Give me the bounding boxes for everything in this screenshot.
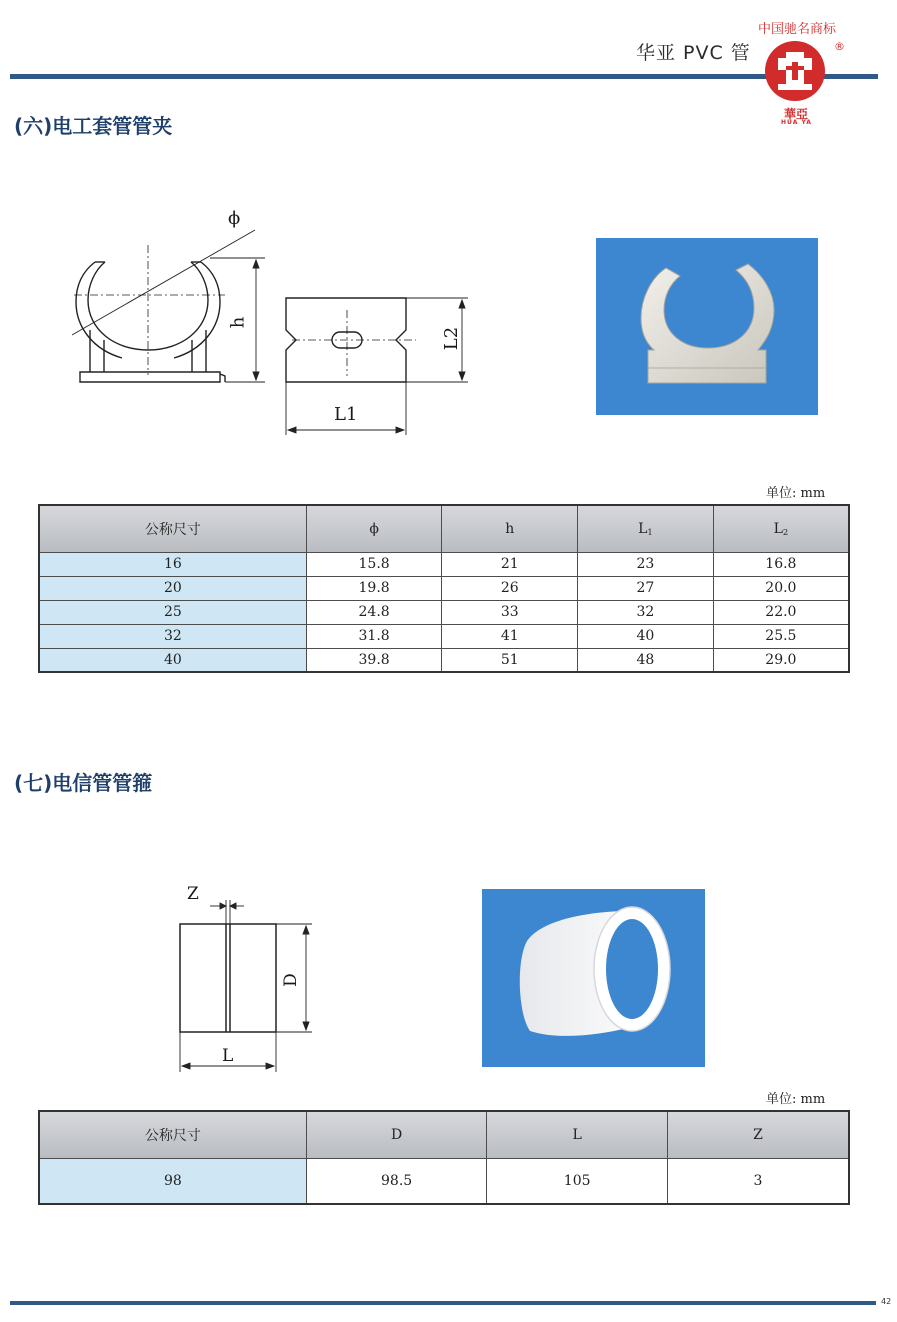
table-cell: 33 bbox=[442, 600, 578, 624]
table-cell: 29.0 bbox=[713, 648, 849, 672]
header-divider bbox=[10, 74, 878, 79]
pipe-coupling-image-icon bbox=[482, 889, 705, 1067]
table-cell: 25.5 bbox=[713, 624, 849, 648]
table-row bbox=[39, 576, 849, 600]
l-label: L bbox=[222, 1046, 234, 1066]
table-cell: 98.5 bbox=[306, 1158, 487, 1204]
pipe-coupling-photo bbox=[482, 889, 705, 1067]
table-cell: 40 bbox=[578, 624, 714, 648]
table-cell: 16.8 bbox=[713, 552, 849, 576]
logo-chinese-text: 華亞 bbox=[784, 107, 809, 121]
header-l1 bbox=[578, 505, 714, 552]
section-7-unit: 单位: mm bbox=[766, 1092, 826, 1107]
table-cell: 51 bbox=[442, 648, 578, 672]
l1-label: L1 bbox=[334, 404, 358, 425]
header-h: h bbox=[442, 505, 578, 552]
header-l: L bbox=[487, 1111, 668, 1158]
header-z: Z bbox=[667, 1111, 849, 1158]
table-row bbox=[39, 600, 849, 624]
table-cell: 26 bbox=[442, 576, 578, 600]
table-cell: 23 bbox=[578, 552, 714, 576]
table-header-row bbox=[39, 505, 849, 552]
table-cell: 98 bbox=[39, 1158, 306, 1204]
table-cell: 15.8 bbox=[306, 552, 442, 576]
header-l2-sub: 2 bbox=[782, 526, 789, 537]
table-cell: 39.8 bbox=[306, 648, 442, 672]
huaya-logo-icon bbox=[764, 40, 826, 102]
table-cell: 32 bbox=[39, 624, 306, 648]
pipe-clip-photo bbox=[596, 238, 818, 415]
header-nominal-size: 公称尺寸 bbox=[39, 505, 306, 552]
h-label: h bbox=[227, 316, 249, 329]
table-row bbox=[39, 1158, 849, 1204]
section-7-title: (七)电信管管箍 bbox=[14, 771, 153, 795]
pipe-clip-image-icon bbox=[596, 238, 818, 415]
table-cell: 48 bbox=[578, 648, 714, 672]
header-l1-text: L bbox=[638, 520, 648, 537]
brand-title: 华亚 PVC 管 bbox=[636, 42, 751, 64]
header-phi: ϕ bbox=[306, 505, 442, 552]
registered-mark: ® bbox=[834, 40, 845, 53]
table-cell: 3 bbox=[667, 1158, 849, 1204]
table-cell: 32 bbox=[578, 600, 714, 624]
pipe-clip-spec-table bbox=[38, 504, 850, 673]
table-cell: 27 bbox=[578, 576, 714, 600]
header-l2 bbox=[713, 505, 849, 552]
table-cell: 31.8 bbox=[306, 624, 442, 648]
header-l2-text: L bbox=[773, 520, 783, 537]
phi-label: ϕ bbox=[228, 208, 241, 229]
pipe-clip-front-drawing bbox=[60, 200, 280, 390]
logo-english-text: HUA YA bbox=[781, 119, 812, 126]
l2-label: L2 bbox=[441, 326, 463, 351]
z-label: Z bbox=[187, 884, 199, 904]
table-cell: 22.0 bbox=[713, 600, 849, 624]
header-nominal-size: 公称尺寸 bbox=[39, 1111, 306, 1158]
section-6-unit: 单位: mm bbox=[766, 486, 826, 501]
table-cell: 16 bbox=[39, 552, 306, 576]
table-cell: 19.8 bbox=[306, 576, 442, 600]
section-6-title: (六)电工套管管夹 bbox=[14, 114, 173, 138]
table-header-row bbox=[39, 1111, 849, 1158]
header-l1-sub: 1 bbox=[647, 526, 653, 537]
table-cell: 25 bbox=[39, 600, 306, 624]
table-row bbox=[39, 552, 849, 576]
table-row bbox=[39, 648, 849, 672]
footer-divider bbox=[10, 1301, 876, 1305]
pipe-clip-side-drawing bbox=[276, 290, 476, 440]
table-cell: 24.8 bbox=[306, 600, 442, 624]
table-cell: 105 bbox=[487, 1158, 668, 1204]
table-row bbox=[39, 624, 849, 648]
d-label: D bbox=[280, 973, 301, 987]
table-cell: 40 bbox=[39, 648, 306, 672]
trademark-tagline: 中国驰名商标 bbox=[758, 22, 837, 37]
table-cell: 20.0 bbox=[713, 576, 849, 600]
table-cell: 21 bbox=[442, 552, 578, 576]
header-d: D bbox=[306, 1111, 487, 1158]
page-number: 42 bbox=[881, 1297, 892, 1306]
table-cell: 41 bbox=[442, 624, 578, 648]
pipe-coupling-spec-table bbox=[38, 1110, 850, 1205]
table-cell: 20 bbox=[39, 576, 306, 600]
